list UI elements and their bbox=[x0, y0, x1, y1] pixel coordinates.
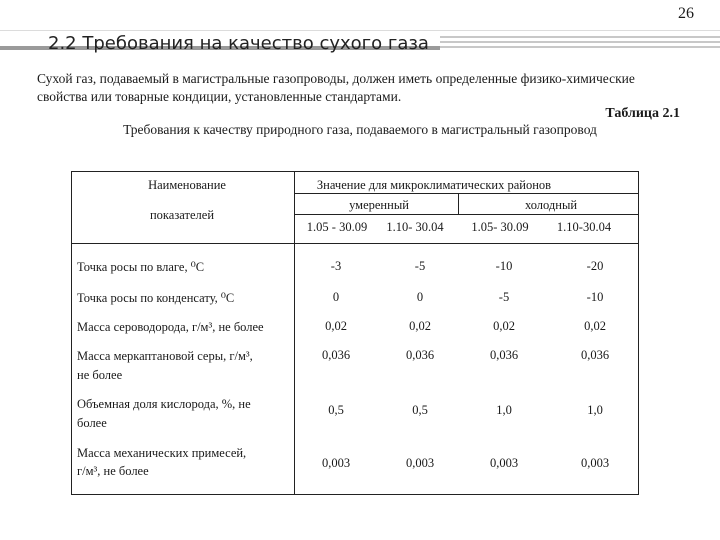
table-cell: 1,0 bbox=[496, 403, 512, 417]
table-cell: 0,02 bbox=[325, 319, 347, 333]
table-cell: 0,003 bbox=[580, 456, 610, 470]
row-label-mercaptan-sulfur-2: не более bbox=[77, 368, 123, 382]
header-name-line2: показателей bbox=[149, 208, 215, 222]
header-period-2: 1.10- 30.04 bbox=[386, 220, 444, 234]
table-cell: 0,036 bbox=[489, 348, 519, 362]
table-cell: 0,02 bbox=[584, 319, 606, 333]
header-value-title: Значение для микроклиматических районов bbox=[316, 178, 552, 192]
row-label-mechanical-impurities-1: Масса механических примесей, bbox=[77, 446, 247, 460]
table-cell: -5 bbox=[498, 290, 510, 304]
row-label-dew-point-water: Точка росы по влаге, ⁰С bbox=[77, 260, 205, 274]
table-cell: 0,5 bbox=[328, 403, 344, 417]
row-label-hydrogen-sulfide: Масса сероводорода, г/м³, не более bbox=[77, 320, 264, 334]
table-label: Таблица 2.1 bbox=[605, 106, 680, 121]
row-label-oxygen-2: более bbox=[77, 416, 107, 430]
table-cell: 0,02 bbox=[493, 319, 515, 333]
table-cell: 0,02 bbox=[409, 319, 431, 333]
row-label-mechanical-impurities-2: г/м³, не более bbox=[77, 464, 149, 478]
intro-paragraph: Сухой газ, подаваемый в магистральные газопроводы, должен иметь определенные физико-химические свойства или товарные кондиции, установленные стандартами. bbox=[37, 71, 635, 104]
table-cell: 1,0 bbox=[587, 403, 603, 417]
row-label-oxygen-1: Объемная доля кислорода, %, не bbox=[77, 397, 251, 411]
table-cell: -5 bbox=[414, 259, 426, 273]
table-cell: -3 bbox=[330, 259, 342, 273]
table-cell: -20 bbox=[586, 259, 604, 273]
table-cell: 0,036 bbox=[580, 348, 610, 362]
requirements-table bbox=[71, 171, 639, 495]
slide-title: 2.2 Требования на качество сухого газа bbox=[48, 33, 429, 54]
header-period-4: 1.10-30.04 bbox=[556, 220, 612, 234]
table-caption: Требования к качеству природного газа, подаваемого в магистральный газопровод bbox=[123, 122, 597, 137]
table-cell: 0 bbox=[332, 290, 340, 304]
table-cell: 0,036 bbox=[405, 348, 435, 362]
header-group-cold: холодный bbox=[524, 198, 578, 212]
table-cell: 0,003 bbox=[405, 456, 435, 470]
header-group-temperate: умеренный bbox=[349, 198, 409, 212]
row-label-mercaptan-sulfur-1: Масса меркаптановой серы, г/м³, bbox=[77, 349, 253, 363]
header-period-3: 1.05- 30.09 bbox=[471, 220, 529, 234]
header-name-line1: Наименование bbox=[148, 178, 226, 192]
table-cell: 0,5 bbox=[412, 403, 428, 417]
page-number: 26 bbox=[678, 5, 694, 22]
table-cell: 0,036 bbox=[321, 348, 351, 362]
table-cell: -10 bbox=[495, 259, 513, 273]
row-label-dew-point-condensate: Точка росы по конденсату, ⁰С bbox=[77, 291, 235, 305]
table-cell: -10 bbox=[586, 290, 604, 304]
table-cell: 0 bbox=[416, 290, 424, 304]
header-period-1: 1.05 - 30.09 bbox=[306, 220, 368, 234]
table-cell: 0,003 bbox=[321, 456, 351, 470]
table-cell: 0,003 bbox=[489, 456, 519, 470]
